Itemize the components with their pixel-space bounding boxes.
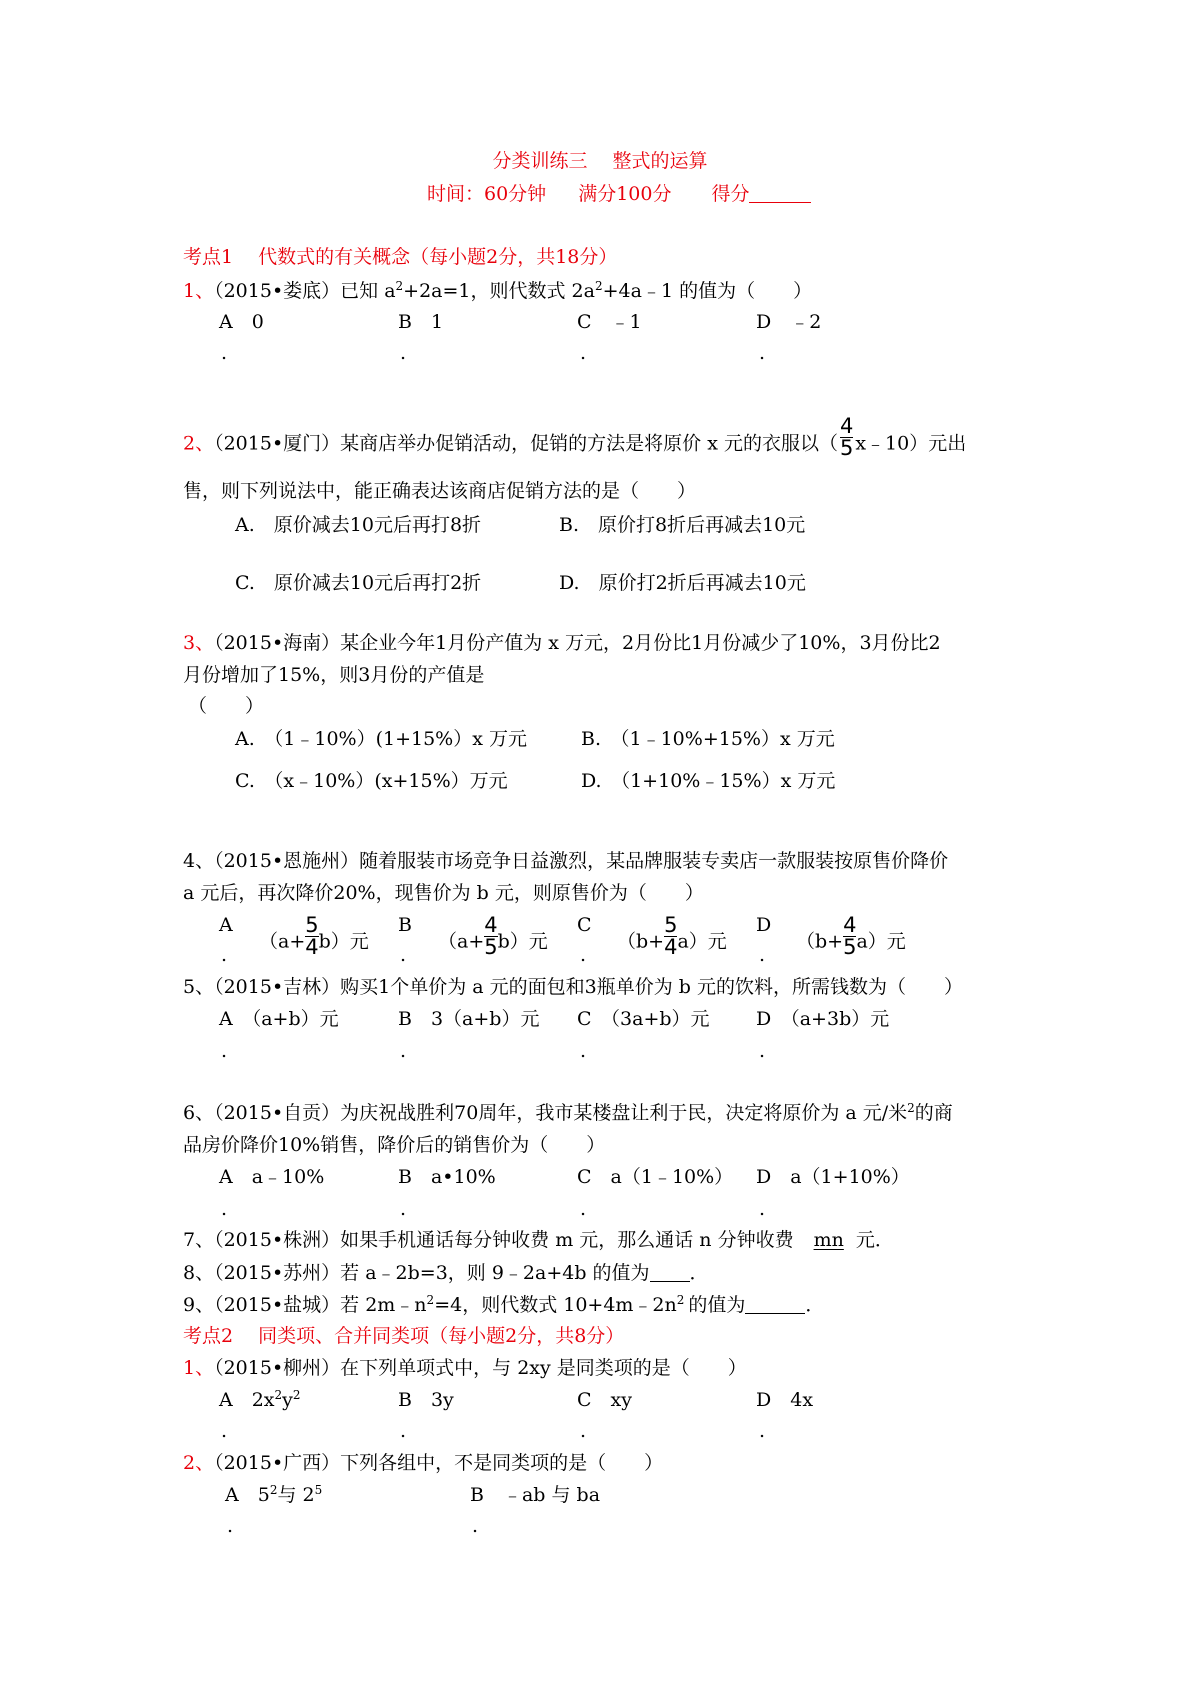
s1-q5-option-b[interactable]: B 3（a+b）元 xyxy=(398,1008,540,1030)
fraction: $\frac{4}{5}$ xyxy=(839,414,854,460)
option-dot: . xyxy=(580,1040,587,1062)
s1-q6-option-b[interactable]: B a•10% xyxy=(398,1166,496,1188)
option-dot: . xyxy=(221,342,228,364)
s1-q5-option-d[interactable]: D （a+3b）元 xyxy=(756,1008,890,1030)
s2-q1-stem: 1、（2015•柳州）在下列单项式中，与 2xy 是同类项的是（ ） xyxy=(183,1357,747,1379)
s1-q3-option-d[interactable]: D. （1+10%﹣15%）x 万元 xyxy=(581,770,836,792)
s1-q4-stem: 4、（2015•恩施州）随着服装市场竞争日益激烈，某品牌服装专卖店一款服装按原售价降价 xyxy=(183,850,949,872)
s1-q3-stem: 3、（2015•海南）某企业今年1月份产值为 x 万元，2月份比1月份减少了10%，3月份比2 xyxy=(183,632,941,654)
s1-q8-stem: 8、（2015•苏州）若 a﹣2b=3，则 9﹣2a+4b 的值为 ． xyxy=(183,1262,709,1284)
time-limit: 时间：60分钟 xyxy=(427,183,547,205)
s1-q6-stem: 6、（2015•自贡）为庆祝战胜利70周年，我市某楼盘让利于民，决定将原价为 a 元/米$^2$的商 xyxy=(183,1101,953,1124)
option-dot: . xyxy=(221,944,228,966)
option-dot: . xyxy=(400,342,407,364)
s1-q1-option-c[interactable]: C ﹣1 xyxy=(577,311,642,333)
option-dot: . xyxy=(221,1198,228,1220)
s1-q9-blank[interactable] xyxy=(745,1295,805,1314)
s1-q2-line2: 售，则下列说法中，能正确表达该商店促销方法的是（ ） xyxy=(183,480,697,502)
option-dot: . xyxy=(580,342,587,364)
option-dot: . xyxy=(580,944,587,966)
s1-q3-option-c[interactable]: C. （x﹣10%）(x+15%）万元 xyxy=(235,770,508,792)
s1-q6-option-a[interactable]: A a﹣10% xyxy=(219,1166,325,1188)
score-label: 得分 xyxy=(711,183,750,205)
s1-q4-option-b[interactable]: B （a+ $\frac{4}{5}$ b）元 xyxy=(398,913,548,959)
option-dot: . xyxy=(400,1420,407,1442)
s1-q3-option-b[interactable]: B. （1﹣10%+15%）x 万元 xyxy=(581,728,835,750)
s1-q4-option-d[interactable]: D （b+ $\frac{4}{5}$ a）元 xyxy=(756,913,906,959)
page-title: 分类训练三 整式的运算 xyxy=(492,150,708,172)
option-dot: . xyxy=(227,1515,234,1537)
s2-q1-option-d[interactable]: D 4x xyxy=(756,1389,814,1411)
s1-q4-line2: a 元后，再次降价20%，现售价为 b 元，则原售价为（ ） xyxy=(183,882,704,904)
s1-q1-option-a[interactable]: A 0 xyxy=(219,311,264,333)
score-blank[interactable] xyxy=(749,184,811,203)
s1-q7-answer: mn xyxy=(813,1229,844,1251)
option-dot: . xyxy=(400,944,407,966)
s2-q1-option-b[interactable]: B 3y xyxy=(398,1389,454,1411)
option-dot: . xyxy=(759,944,766,966)
s1-q6-option-c[interactable]: C a（1﹣10%） xyxy=(577,1166,734,1188)
exam-meta xyxy=(427,184,811,204)
s1-q1-option-b[interactable]: B 1 xyxy=(398,311,444,333)
s1-q5-stem: 5、（2015•吉林）购买1个单价为 a 元的面包和3瓶单价为 b 元的饮料，所需钱数为（ ） xyxy=(183,976,963,998)
s1-q3-line2: 月份增加了15%，则3月份的产值是 xyxy=(183,664,485,686)
s1-q5-option-c[interactable]: C （3a+b）元 xyxy=(577,1008,710,1030)
section2-heading: 考点2 同类项、合并同类项（每小题2分，共8分） xyxy=(183,1325,625,1347)
s1-q2-option-b[interactable]: B. 原价打8折后再减去10元 xyxy=(559,514,806,536)
s1-q5-option-a[interactable]: A （a+b）元 xyxy=(219,1008,339,1030)
s1-q1-stem: 1、（2015•娄底）已知 $a^2+2a=1$，则代数式 $2a^2+4a﹣1$ 的值为（ ） xyxy=(183,279,813,302)
s1-q2-option-c[interactable]: C. 原价减去10元后再打2折 xyxy=(235,572,482,594)
option-dot: . xyxy=(580,1420,587,1442)
option-dot: . xyxy=(221,1040,228,1062)
full-score: 满分100分 xyxy=(578,183,672,205)
s1-q6-option-d[interactable]: D a（1+10%） xyxy=(756,1166,910,1188)
s2-q1-option-a[interactable]: A $2x^2y^2$ xyxy=(219,1388,301,1411)
option-dot: . xyxy=(759,1040,766,1062)
option-dot: . xyxy=(759,342,766,364)
s1-q8-blank[interactable] xyxy=(650,1263,690,1282)
s1-q2-option-a[interactable]: A. 原价减去10元后再打8折 xyxy=(235,514,482,536)
option-dot: . xyxy=(759,1420,766,1442)
option-dot: . xyxy=(759,1198,766,1220)
s1-q6-line2: 品房价降价10%销售，降价后的销售价为（ ） xyxy=(183,1134,606,1156)
s1-q4-option-c[interactable]: C （b+ $\frac{5}{4}$ a）元 xyxy=(577,913,727,959)
option-dot: . xyxy=(400,1198,407,1220)
s2-q2-option-a[interactable]: A $5^2$与 $2^5$ xyxy=(225,1483,323,1506)
section1-heading: 考点1 代数式的有关概念（每小题2分，共18分） xyxy=(183,246,618,268)
s1-q3-line3: （ ） xyxy=(188,695,265,717)
option-dot: . xyxy=(221,1420,228,1442)
option-dot: . xyxy=(472,1515,479,1537)
s1-q3-option-a[interactable]: A. （1﹣10%）(1+15%）x 万元 xyxy=(235,728,527,750)
s1-q4-option-a[interactable]: A （a+ $\frac{5}{4}$ b）元 xyxy=(219,913,369,959)
s1-q1-option-d[interactable]: D ﹣2 xyxy=(756,311,822,333)
s1-q9-stem: 9、（2015•盐城）若 $2m﹣n^2=4$，则代数式 $10+4m﹣2n^2$ 的值为 ． xyxy=(183,1293,825,1316)
option-dot: . xyxy=(580,1198,587,1220)
s1-q7-stem: 7、（2015•株洲）如果手机通话每分钟收费 m 元，那么通话 n 分钟收费 mn 元． xyxy=(183,1229,894,1251)
s2-q2-option-b[interactable]: B ﹣ab 与 ba xyxy=(470,1484,601,1506)
s1-q2-option-d[interactable]: D. 原价打2折后再减去10元 xyxy=(559,572,806,594)
s2-q2-stem: 2、（2015•广西）下列各组中，不是同类项的是（ ） xyxy=(183,1452,664,1474)
s2-q1-option-c[interactable]: C xy xyxy=(577,1389,632,1411)
s1-q2-stem: 2、（2015•厦门）某商店举办促销活动，促销的方法是将原价 x 元的衣服以（ $\frac{4}{5}$ x﹣10）元出 xyxy=(183,414,967,460)
option-dot: . xyxy=(400,1040,407,1062)
